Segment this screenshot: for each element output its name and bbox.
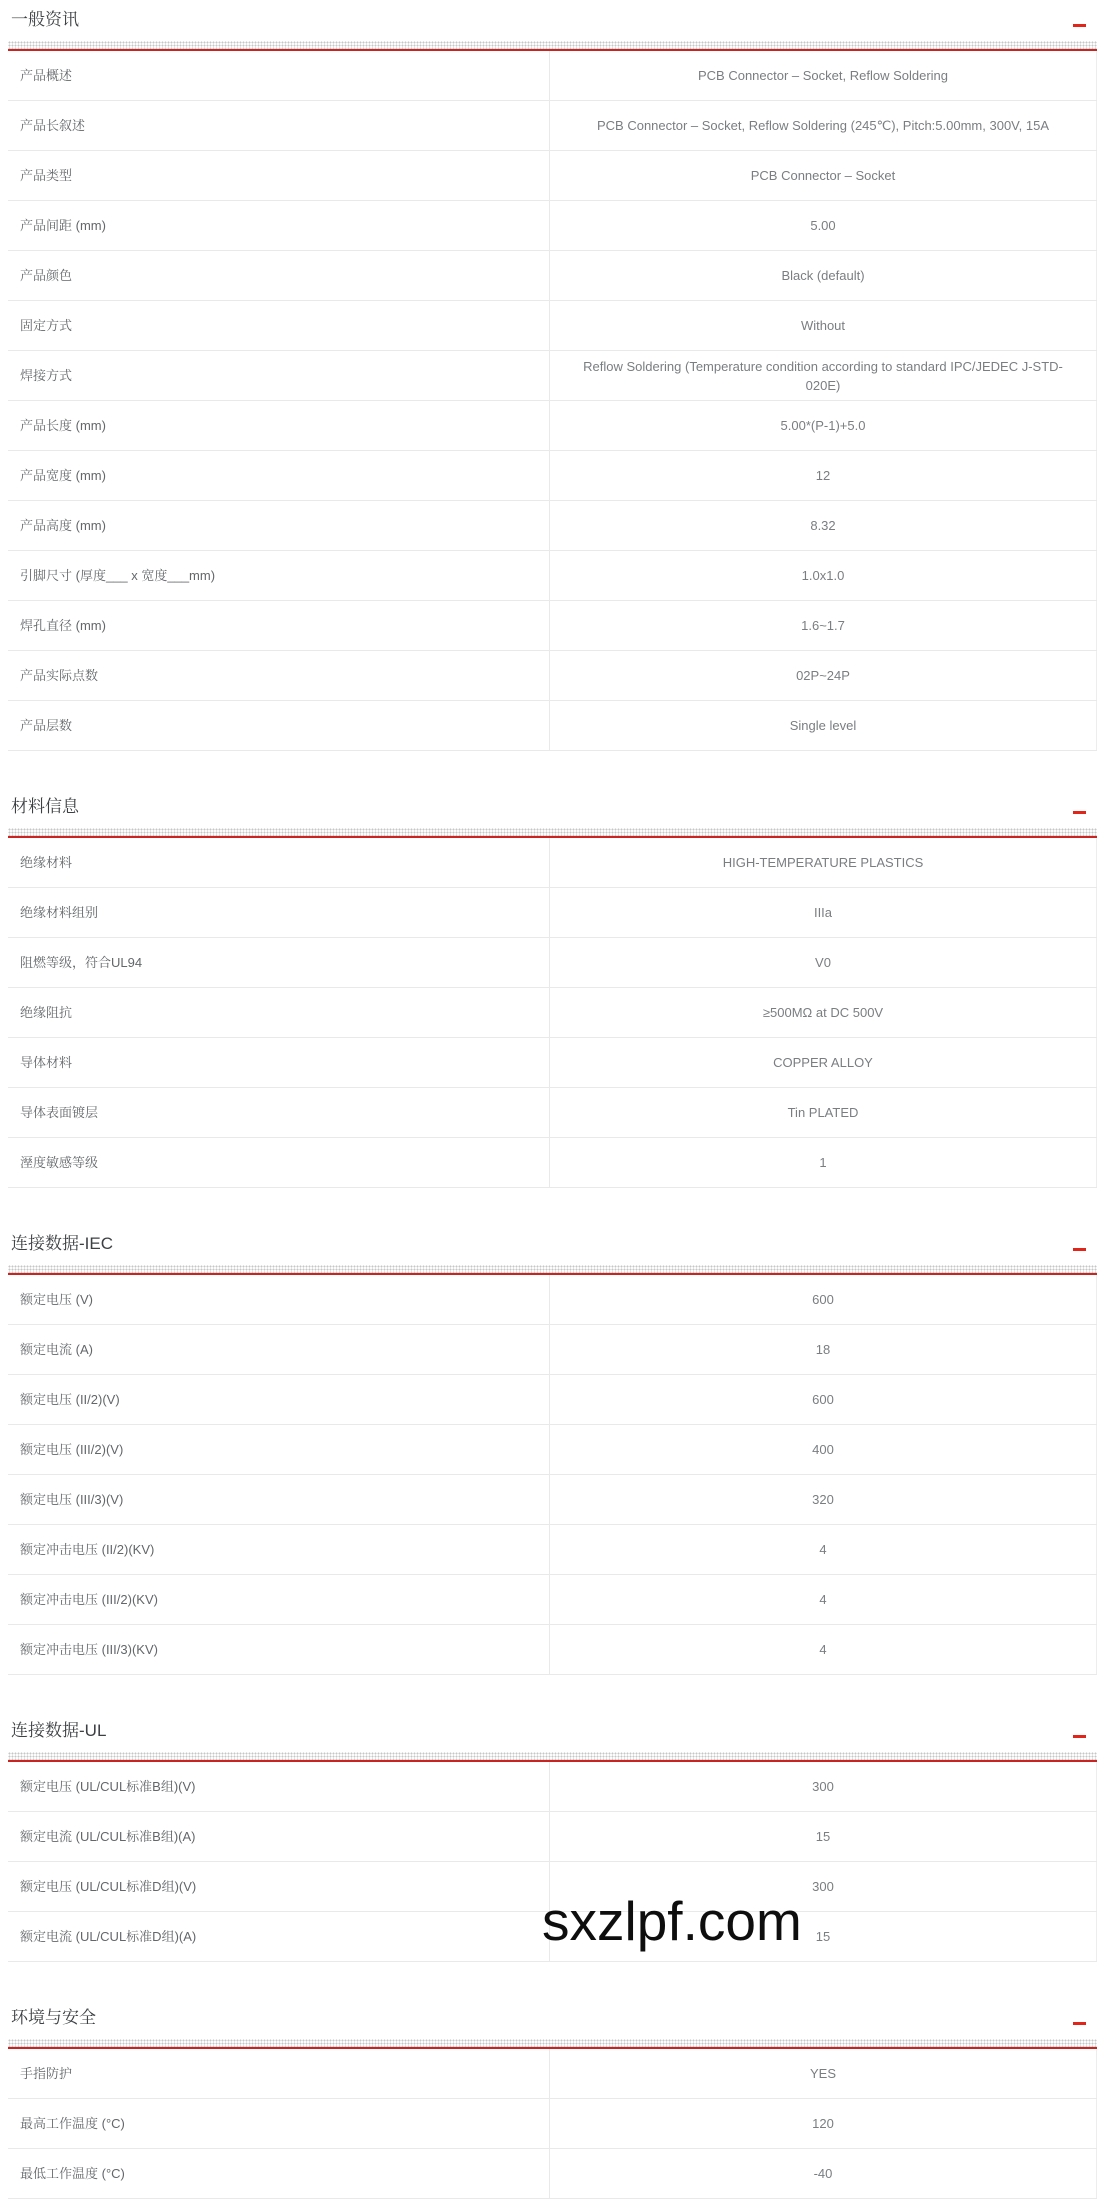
table-row [8, 1525, 1097, 1575]
table-row [8, 1038, 1097, 1088]
spec-label: 最高工作温度 (°C) [8, 2099, 550, 2149]
spec-value: Reflow Soldering (Temperature condition according to standard IPC/JEDEC J-STD-020E) [550, 351, 1097, 401]
table-row [8, 251, 1097, 301]
table-row [8, 551, 1097, 601]
table-row [8, 101, 1097, 151]
section-title-material-info: 材料信息 [11, 797, 79, 816]
section-connection-data-ul [8, 1721, 1097, 1962]
spec-value: 320 [550, 1475, 1097, 1525]
spec-value: Single level [550, 701, 1097, 751]
section-title-environment-safety: 环境与安全 [11, 2008, 96, 2027]
spec-value: COPPER ALLOY [550, 1038, 1097, 1088]
table-row [8, 1912, 1097, 1962]
table-row [8, 351, 1097, 401]
spec-value: Tin PLATED [550, 1088, 1097, 1138]
table-row [8, 701, 1097, 751]
product-spec-page [0, 10, 1100, 2199]
spec-value: IIIa [550, 888, 1097, 938]
spec-label: 导体表面镀层 [8, 1088, 550, 1138]
collapse-minus-icon[interactable] [1073, 24, 1086, 27]
table-row [8, 501, 1097, 551]
spec-value: 1.0x1.0 [550, 551, 1097, 601]
table-row [8, 1625, 1097, 1675]
table-row [8, 1138, 1097, 1188]
spec-label: 额定冲击电压 (II/2)(KV) [8, 1525, 550, 1575]
spec-value: 1.6~1.7 [550, 601, 1097, 651]
spec-value: 120 [550, 2099, 1097, 2149]
spec-value: ≥500MΩ at DC 500V [550, 988, 1097, 1038]
spec-label: 额定电压 (UL/CUL标准B组)(V) [8, 1762, 550, 1812]
table-row [8, 888, 1097, 938]
spec-value: Black (default) [550, 251, 1097, 301]
table-row [8, 838, 1097, 888]
section-title-general-info: 一般资讯 [11, 10, 79, 29]
spec-value: 15 [550, 1912, 1097, 1962]
spec-label: 导体材料 [8, 1038, 550, 1088]
spec-label: 额定电压 (III/3)(V) [8, 1475, 550, 1525]
spec-value: 300 [550, 1762, 1097, 1812]
table-row [8, 988, 1097, 1038]
collapse-minus-icon[interactable] [1073, 2022, 1086, 2025]
table-row [8, 601, 1097, 651]
spec-label: 产品间距 (mm) [8, 201, 550, 251]
spec-table-general-info [8, 51, 1097, 751]
collapse-minus-icon[interactable] [1073, 811, 1086, 814]
spec-label: 额定电压 (II/2)(V) [8, 1375, 550, 1425]
spec-label: 额定电流 (A) [8, 1325, 550, 1375]
dotted-rule [8, 2039, 1097, 2047]
table-row [8, 1088, 1097, 1138]
spec-label: 额定电流 (UL/CUL标准D组)(A) [8, 1912, 550, 1962]
section-header [8, 2008, 1097, 2028]
spec-label: 产品颜色 [8, 251, 550, 301]
section-connection-data-iec [8, 1234, 1097, 1675]
section-material-info [8, 797, 1097, 1188]
spec-value: 15 [550, 1812, 1097, 1862]
section-header [8, 1234, 1097, 1254]
spec-label: 额定电流 (UL/CUL标准B组)(A) [8, 1812, 550, 1862]
spec-value: 1 [550, 1138, 1097, 1188]
spec-value: 600 [550, 1375, 1097, 1425]
table-row [8, 301, 1097, 351]
spec-value: 400 [550, 1425, 1097, 1475]
collapse-minus-icon[interactable] [1073, 1735, 1086, 1738]
spec-label: 额定冲击电压 (III/2)(KV) [8, 1575, 550, 1625]
spec-value: PCB Connector – Socket [550, 151, 1097, 201]
spec-value: 12 [550, 451, 1097, 501]
section-header [8, 797, 1097, 817]
spec-label: 产品层数 [8, 701, 550, 751]
spec-label: 焊接方式 [8, 351, 550, 401]
spec-label: 手指防护 [8, 2049, 550, 2099]
spec-value: 5.00*(P-1)+5.0 [550, 401, 1097, 451]
spec-label: 绝缘材料 [8, 838, 550, 888]
spec-value: 4 [550, 1625, 1097, 1675]
dotted-rule [8, 1265, 1097, 1273]
section-title-connection-data-iec: 连接数据-IEC [11, 1234, 113, 1253]
table-row [8, 938, 1097, 988]
spec-label: 溼度敏感等级 [8, 1138, 550, 1188]
dotted-rule [8, 41, 1097, 49]
table-row [8, 2149, 1097, 2199]
spec-table-material-info [8, 838, 1097, 1188]
collapse-minus-icon[interactable] [1073, 1248, 1086, 1251]
spec-label: 产品高度 (mm) [8, 501, 550, 551]
spec-label: 额定电压 (III/2)(V) [8, 1425, 550, 1475]
section-header [8, 10, 1097, 30]
spec-label: 引脚尺寸 (厚度___ x 宽度___mm) [8, 551, 550, 601]
table-row [8, 401, 1097, 451]
spec-value: 02P~24P [550, 651, 1097, 701]
spec-value: PCB Connector – Socket, Reflow Soldering [550, 51, 1097, 101]
table-row [8, 1475, 1097, 1525]
spec-value: 4 [550, 1575, 1097, 1625]
spec-value: -40 [550, 2149, 1097, 2199]
spec-value: 4 [550, 1525, 1097, 1575]
spec-value: V0 [550, 938, 1097, 988]
table-row [8, 451, 1097, 501]
spec-label: 产品类型 [8, 151, 550, 201]
table-row [8, 2099, 1097, 2149]
spec-label: 额定电压 (UL/CUL标准D组)(V) [8, 1862, 550, 1912]
spec-value: 18 [550, 1325, 1097, 1375]
spec-label: 产品长度 (mm) [8, 401, 550, 451]
spec-value: PCB Connector – Socket, Reflow Soldering (245℃), Pitch:5.00mm, 300V, 15A [550, 101, 1097, 151]
spec-label: 绝缘阻抗 [8, 988, 550, 1038]
spec-label: 最低工作温度 (°C) [8, 2149, 550, 2199]
table-row [8, 1275, 1097, 1325]
table-row [8, 201, 1097, 251]
spec-value: HIGH-TEMPERATURE PLASTICS [550, 838, 1097, 888]
spec-value: 600 [550, 1275, 1097, 1325]
dotted-rule [8, 1752, 1097, 1760]
table-row [8, 2049, 1097, 2099]
table-row [8, 1762, 1097, 1812]
section-environment-safety [8, 2008, 1097, 2199]
spec-label: 产品长叙述 [8, 101, 550, 151]
spec-table-environment-safety [8, 2049, 1097, 2199]
spec-table-connection-data-ul [8, 1762, 1097, 1962]
spec-label: 固定方式 [8, 301, 550, 351]
spec-label: 绝缘材料组别 [8, 888, 550, 938]
section-general-info [8, 10, 1097, 751]
spec-value: Without [550, 301, 1097, 351]
table-row [8, 51, 1097, 101]
spec-label: 阻燃等级，符合UL94 [8, 938, 550, 988]
table-row [8, 151, 1097, 201]
table-row [8, 1862, 1097, 1912]
spec-label: 额定冲击电压 (III/3)(KV) [8, 1625, 550, 1675]
table-row [8, 1812, 1097, 1862]
table-row [8, 651, 1097, 701]
section-title-connection-data-ul: 连接数据-UL [11, 1721, 107, 1740]
spec-value: 300 [550, 1862, 1097, 1912]
table-row [8, 1375, 1097, 1425]
site-watermark: sxzlpf.com [542, 1890, 802, 1952]
spec-value: YES [550, 2049, 1097, 2099]
spec-label: 焊孔直径 (mm) [8, 601, 550, 651]
spec-value: 5.00 [550, 201, 1097, 251]
dotted-rule [8, 828, 1097, 836]
section-header [8, 1721, 1097, 1741]
table-row [8, 1575, 1097, 1625]
spec-label: 产品宽度 (mm) [8, 451, 550, 501]
spec-label: 产品实际点数 [8, 651, 550, 701]
table-row [8, 1425, 1097, 1475]
spec-value: 8.32 [550, 501, 1097, 551]
spec-label: 产品概述 [8, 51, 550, 101]
spec-label: 额定电压 (V) [8, 1275, 550, 1325]
spec-table-connection-data-iec [8, 1275, 1097, 1675]
table-row [8, 1325, 1097, 1375]
